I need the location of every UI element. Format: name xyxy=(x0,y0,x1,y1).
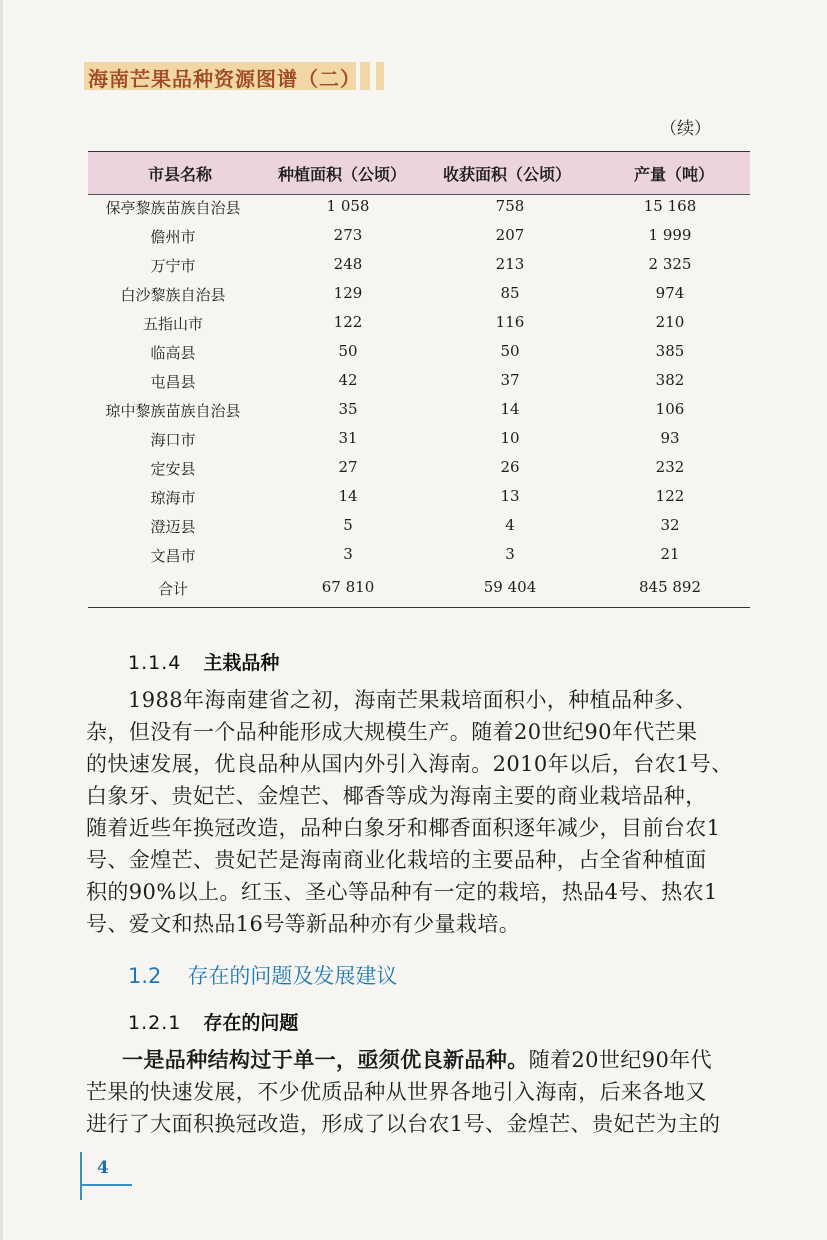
table-row xyxy=(88,367,750,396)
table-cell: 273 xyxy=(333,226,363,244)
table-cell: 93 xyxy=(660,429,680,447)
column-header: 市县名称 xyxy=(148,165,213,184)
table-row xyxy=(88,454,750,483)
section-number: 1.2 xyxy=(128,964,162,988)
table-cell: 207 xyxy=(495,226,525,244)
column-header: 产量（吨） xyxy=(634,165,715,184)
table-cell: 210 xyxy=(655,313,685,331)
table-row xyxy=(88,396,750,425)
table-cell: 232 xyxy=(655,458,685,476)
page-marker-rule xyxy=(80,1184,132,1186)
table-cell: 50 xyxy=(338,342,358,360)
table-cell: 106 xyxy=(655,400,685,418)
table-row xyxy=(88,251,750,280)
table-cell: 5 xyxy=(343,516,353,534)
table-cell: 琼中黎族苗族自治县 xyxy=(105,402,241,420)
header-stripe xyxy=(376,62,384,90)
table-cell: 50 xyxy=(500,342,520,360)
table-cell: 14 xyxy=(338,487,358,505)
table-cell: 37 xyxy=(500,371,520,389)
table-cell: 116 xyxy=(495,313,525,331)
paragraph-text: 随着20世纪90年代 xyxy=(528,1048,713,1072)
section-heading xyxy=(128,1008,298,1035)
table-cell: 26 xyxy=(500,458,520,476)
table-cell: 32 xyxy=(660,516,680,534)
table-cell: 15 168 xyxy=(643,197,697,215)
paragraph-line: 积的90%以上。红玉、圣心等品种有一定的栽培，热品4号、热农1 xyxy=(86,880,718,904)
table-cell: 213 xyxy=(495,255,525,273)
table-row xyxy=(88,512,750,541)
table-row xyxy=(88,193,750,222)
table-cell: 临高县 xyxy=(150,344,196,362)
section-title: 存在的问题及发展建议 xyxy=(187,964,398,988)
table-row xyxy=(88,222,750,251)
section-title: 主栽品种 xyxy=(203,652,280,674)
table-cell: 27 xyxy=(338,458,358,476)
table-cell: 1 999 xyxy=(648,226,692,244)
table-cell: 保亭黎族苗族自治县 xyxy=(105,199,241,217)
page-marker-line xyxy=(80,1152,82,1200)
table-cell: 澄迈县 xyxy=(150,518,196,536)
section-title: 存在的问题 xyxy=(203,1012,299,1034)
table-cell: 文昌市 xyxy=(150,547,196,565)
paragraph-line: 杂，但没有一个品种能形成大规模生产。随着20世纪90年代芒果 xyxy=(86,720,698,744)
table-continued-label: （续） xyxy=(660,119,711,139)
section-number: 1.1.4 xyxy=(128,652,182,674)
running-header-title: 海南芒果品种资源图谱（二） xyxy=(88,67,361,91)
header-stripe xyxy=(360,62,370,90)
paragraph-line: 的快速发展，优良品种从国内外引入海南。2010年以后，台农1号、 xyxy=(86,752,733,776)
table-cell: 白沙黎族自治县 xyxy=(120,286,226,304)
table-cell: 385 xyxy=(655,342,685,360)
table-cell: 35 xyxy=(338,400,358,418)
column-header: 种植面积（公顷） xyxy=(278,165,407,184)
table-row xyxy=(88,309,750,338)
paragraph-line: 进行了大面积换冠改造，形成了以台农1号、金煌芒、贵妃芒为主的 xyxy=(86,1112,721,1136)
table-row xyxy=(88,280,750,309)
table-cell: 定安县 xyxy=(150,460,196,478)
paragraph-line xyxy=(122,1044,712,1074)
table-cell: 万宁市 xyxy=(150,257,196,275)
paragraph-line: 号、金煌芒、贵妃芒是海南商业化栽培的主要品种，占全省种植面 xyxy=(86,848,707,872)
page-number: 4 xyxy=(97,1158,109,1178)
table-cell: 4 xyxy=(505,516,515,534)
paragraph-line: 芒果的快速发展，不少优质品种从世界各地引入海南，后来各地又 xyxy=(86,1080,707,1104)
section-heading xyxy=(128,648,279,675)
page-edge xyxy=(0,0,3,1240)
table-cell: 13 xyxy=(500,487,520,505)
table-cell: 儋州市 xyxy=(150,228,196,246)
table-cell: 14 xyxy=(500,400,520,418)
table-cell: 1 058 xyxy=(326,197,370,215)
table-cell: 129 xyxy=(333,284,363,302)
table-row xyxy=(88,338,750,367)
table-row xyxy=(88,425,750,454)
table-cell: 21 xyxy=(660,545,680,563)
chapter-section-heading xyxy=(128,960,397,990)
table-cell: 42 xyxy=(338,371,358,389)
table-cell: 122 xyxy=(655,487,685,505)
paragraph-lead: 一是品种结构过于单一，亟须优良新品种。 xyxy=(122,1047,529,1072)
table-cell: 248 xyxy=(333,255,363,273)
table-cell: 琼海市 xyxy=(150,489,196,507)
table-cell: 758 xyxy=(495,197,525,215)
table-cell: 合计 xyxy=(157,580,188,598)
paragraph-line: 号、爱文和热品16号等新品种亦有少量栽培。 xyxy=(86,912,521,936)
table-bottom-rule xyxy=(88,607,750,608)
table-header xyxy=(88,151,750,195)
section-number: 1.2.1 xyxy=(128,1012,182,1034)
table-row xyxy=(88,483,750,512)
table-cell: 海口市 xyxy=(150,431,196,449)
table-cell: 五指山市 xyxy=(142,315,203,333)
paragraph-line: 1988年海南建省之初，海南芒果栽培面积小，种植品种多、 xyxy=(128,688,697,712)
table-row xyxy=(88,541,750,570)
table-cell: 屯昌县 xyxy=(150,373,196,391)
table-cell: 974 xyxy=(655,284,685,302)
table-cell: 2 325 xyxy=(648,255,692,273)
table-cell: 3 xyxy=(343,545,353,563)
table-cell: 85 xyxy=(500,284,520,302)
paragraph-line: 白象牙、贵妃芒、金煌芒、椰香等成为海南主要的商业栽培品种， xyxy=(86,784,707,808)
table-cell: 59 404 xyxy=(483,578,537,596)
table-cell: 31 xyxy=(338,429,358,447)
table-cell: 67 810 xyxy=(321,578,375,596)
table-cell: 382 xyxy=(655,371,685,389)
column-header: 收获面积（公顷） xyxy=(443,165,572,184)
table-cell: 3 xyxy=(505,545,515,563)
table-cell: 10 xyxy=(500,429,520,447)
table-cell: 122 xyxy=(333,313,363,331)
table-cell: 845 892 xyxy=(638,578,702,596)
table-total-row xyxy=(88,574,750,603)
paragraph-line: 随着近些年换冠改造，品种白象牙和椰香面积逐年减少，目前台农1 xyxy=(86,816,721,840)
